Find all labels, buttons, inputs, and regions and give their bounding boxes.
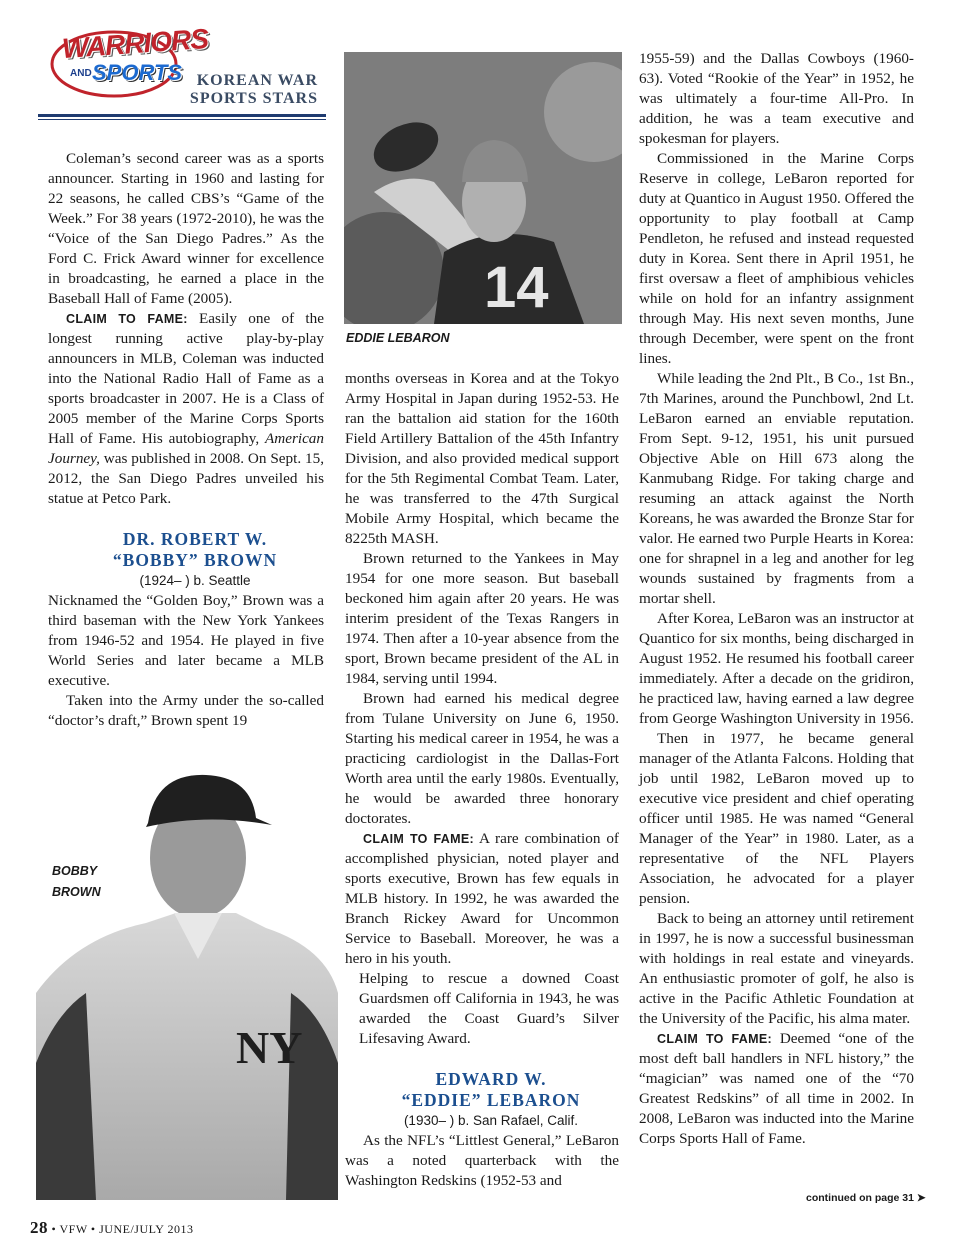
caption-line2: BROWN (52, 885, 101, 899)
col1-paragraph-1: Coleman’s second career was as a sports announcer. Starting in 1960 and lasting for 22 seasons, he called CBS’s “Game of the Week.” For 38 years (1972-2010), he was the “Voice of the San Diego Padres.” As the Ford C. Frick Award winner for excellence in broadcasting, he earned a place in the Baseball Hall of Fame (2005). (48, 150, 324, 307)
col3-paragraph-6: Back to being an attorney until retirement in 1997, he is now a successful businessman with holdings in real estate and vineyards. An enthusiastic promoter of golf, he also is active in the Pacific Athletic Foundation at the University of the Pacific, his alma mater. (639, 910, 914, 1027)
col2-p4-text: A rare combination of accomplished physician, noted player and sports executive, Brown has few equals in MLB history. In 1992, he was awarded the Branch Rickey Award for Uncommon Service to Baseball. Moreover, he was a hero in his youth. (345, 830, 619, 967)
col1-paragraph-3: Nicknamed the “Golden Boy,” Brown was a third baseman with the New York Yankees from 1946-52 and 1954. He played in five World Series and later became a MLB executive. (48, 592, 324, 689)
svg-text:14: 14 (484, 255, 549, 320)
lebaron-heading-line2: “EDDIE” LEBARON (401, 1090, 581, 1110)
warriors-and-sports-logo (50, 22, 209, 104)
lebaron-birth-info: (1930– ) b. San Rafael, Calif. (403, 1113, 579, 1128)
col3-p7-text: Deemed “one of the most deft ball handlers in NFL history,” the “magician” was named one of the “70 Greatest Redskins” of all time in 2002. In 2008, LeBaron was inducted into the Marine Corps Sports Hall of Fame. (639, 1030, 914, 1147)
section-title (168, 72, 318, 108)
page-number: 28 (30, 1218, 48, 1237)
bobby-brown-caption (52, 861, 101, 903)
logo-and-text: AND (70, 68, 92, 79)
col2-paragraph-6: As the NFL’s “Littlest General,” LeBaron was a noted quarterback with the Washington Redskins (1952-53 and (345, 1132, 619, 1189)
col2-paragraph-2: Brown returned to the Yankees in May 1954 for one more season. But baseball beckoned him again after 20 years. He was interim president of the Texas Rangers in 1974. Then after a 10-year absence from the sport, Brown became president of the AL in 1984, serving until 1994. (345, 550, 619, 687)
col2-paragraph-5: Helping to rescue a downed Coast Guardsmen off California in 1943, he was awarded the Coast Guard’s Silver Lifesaving Award. (359, 970, 619, 1047)
continued-link[interactable]: continued on page 31 ➤ (806, 1192, 926, 1204)
bobby-brown-photo-art (36, 763, 338, 1200)
book-title: American Journey, (48, 430, 324, 467)
bobby-brown-photo (36, 763, 338, 1200)
eddie-lebaron-photo (344, 52, 622, 324)
col2-paragraph-4 (345, 829, 619, 969)
page-footer (30, 1218, 194, 1238)
caption-line1: BOBBY (52, 864, 98, 878)
lebaron-heading-line1: EDWARD W. (435, 1069, 547, 1089)
section-title-line2: SPORTS STARS (189, 90, 318, 107)
col3-paragraph-2: Commissioned in the Marine Corps Reserve in college, LeBaron reported for duty at Quantico in August 1950. Offered the opportunity to play football at Camp Pendleton, he refused and instead requested duty in Korea. Sent there in April 1951, he first oversaw a fleet of amphibious vehicles while on hold for an infantry assignment through May. His next seven months, June through December, were spent on the front lines. (639, 150, 914, 367)
col1-paragraph-4: Taken into the Army under the so-called “doctor’s draft,” Brown spent 19 (48, 692, 324, 729)
logo-sports-text: SPORTS (92, 60, 183, 85)
col3-paragraph-1: 1955-59) and the Dallas Cowboys (1960-63). Voted “Rookie of the Year” in 1952, he was ultimately a four-time All-Pro. In addition, he was a team executive and spokesman for players. (639, 50, 914, 147)
header-rule-thin (38, 119, 326, 120)
column-2 (345, 369, 619, 1191)
svg-text:NY: NY (236, 1022, 303, 1073)
magazine-name: • VFW • (51, 1222, 96, 1236)
col1-paragraph-2 (48, 309, 324, 509)
header-rule (38, 114, 326, 117)
col3-paragraph-4: After Korea, LeBaron was an instructor at Quantico for six months, being discharged in August 1952. He resumed his football career immediately. After a decade on the gridiron, he practiced law, having earned a law degree from George Washington University in 1956. (639, 610, 914, 727)
claim-to-fame-label: CLAIM TO FAME: (657, 1032, 772, 1046)
col1-p2-text: Easily one of the longest running active play-by-play announcers in MLB, Coleman was inducted into the National Radio Hall of Fame as a sports broadcaster in 2007. He is a Class of 2005 member of the Marine Corps Sports Hall of Fame. His autobiography, (48, 310, 324, 447)
col1-p2-text-end: was published in 2008. On Sept. 15, 2012, the San Diego Padres unveiled his statue at Petco Park. (48, 450, 324, 507)
col3-paragraph-3: While leading the 2nd Plt., B Co., 1st Bn., 7th Marines, around the Punchbowl, 2nd Lt. LeBaron earned an enviable reputation. From Sept. 9-12, 1951, his unit pursued Objective Able on Hill 673 along the Kanmubang Ridge. For taking charge and resuming an attack against the North Koreans, he was awarded the Bronze Star for valor. He earned two Purple Hearts in Korea: one for shrapnel in a leg and another for leg wounds sustained by fragments from a mortar shell. (639, 370, 914, 607)
eddie-lebaron-caption: EDDIE LEBARON (346, 331, 450, 345)
claim-to-fame-label: CLAIM TO FAME: (66, 312, 188, 326)
col3-paragraph-5: Then in 1977, he became general manager of the Atlanta Falcons. Holding that job until 1982, LeBaron moved up to executive vice president and chief operating officer until 1985. He was named “General Manager of the Year” in 1980. Later, as a representative of the NFL Players Association, he advocated for a player pension. (639, 730, 914, 907)
column-1 (48, 149, 324, 731)
col2-paragraph-3: Brown had earned his medical degree from Tulane University on June 6, 1950. Starting his medical career in 1954, he was a practicing cardiologist in the Dallas-Fort Worth area until the early 1980s. Eventually, he would be awarded three honorary doctorates. (345, 690, 619, 827)
logo-warriors-text: WARRIORS (61, 22, 209, 65)
col2-paragraph-1: months overseas in Korea and at the Tokyo Army Hospital in Japan during 1952-53. He ran the battalion aid station for the 160th Field Artillery Battalion of the 45th Infantry Division, and also provided medical support for the 5th Regimental Combat Team. Later, he was transferred to the 47th Surgical Mobile Army Hospital, which became the 8225th MASH. (345, 370, 619, 547)
claim-to-fame-label: CLAIM TO FAME: (363, 832, 474, 846)
brown-heading-line1: DR. ROBERT W. (122, 529, 268, 549)
brown-heading-line2: “BOBBY” BROWN (112, 550, 278, 570)
section-title-line1: KOREAN WAR (196, 72, 318, 89)
col3-paragraph-7 (639, 1029, 914, 1149)
eddie-lebaron-photo-art (344, 52, 622, 324)
issue-date: JUNE/JULY 2013 (99, 1222, 194, 1236)
brown-birth-info: (1924– ) b. Seattle (139, 573, 251, 588)
column-3 (639, 49, 914, 1149)
